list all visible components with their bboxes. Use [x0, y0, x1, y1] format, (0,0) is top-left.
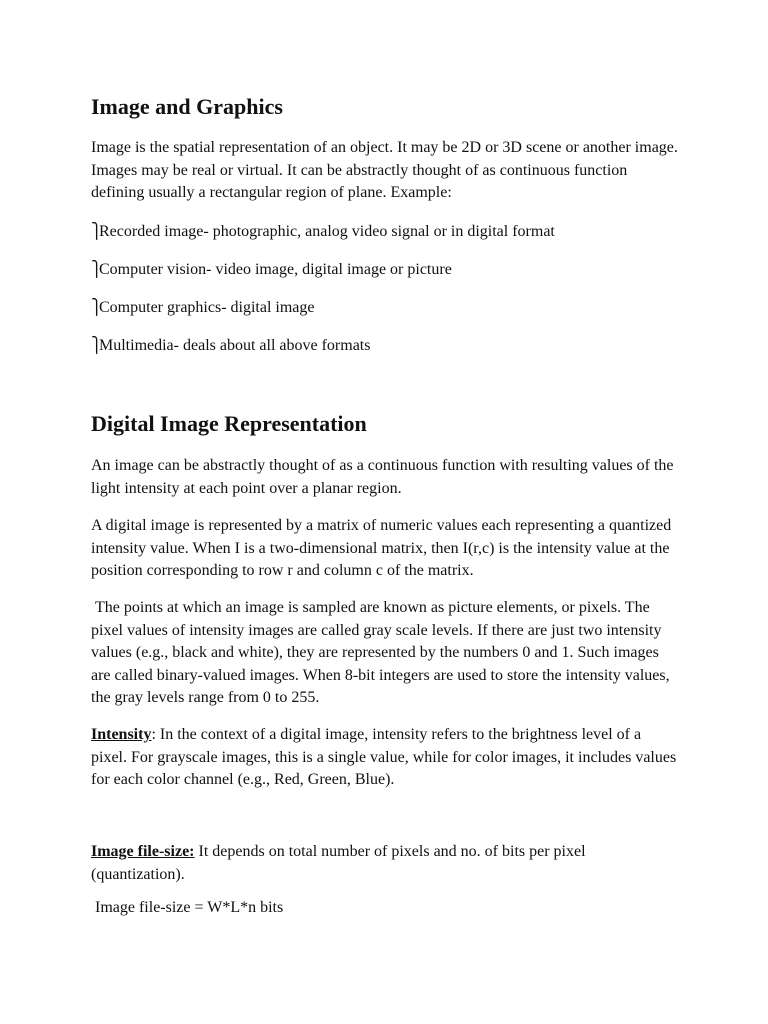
- bullet-text: Computer vision- video image, digital image or picture: [99, 261, 452, 278]
- bullet-item: [91, 220, 555, 243]
- paragraph-matrix: A digital image is represented by a matrix of numeric values each representing a quantized intensity value. When I is a two-dimensional matrix, then I(r,c) is the intensity value at the position corresponding to row r and column c of the matrix.: [91, 517, 672, 580]
- paragraph-file-size: [91, 841, 681, 886]
- file-size-definition: It depends on total number of pixels and no. of bits per pixel (quantization).: [91, 843, 586, 883]
- intro-paragraph: Image is the spatial representation of an object. It may be 2D or 3D scene or another image. Images may be real or virtual. It can be abstractly thought of as continuous function defining usually a rectangular region of plane. Example:: [91, 139, 678, 202]
- bullet-bracket-icon: ⎫: [91, 298, 103, 316]
- bullet-text: Computer graphics- digital image: [99, 299, 315, 316]
- bullet-bracket-icon: ⎫: [91, 336, 103, 354]
- paragraph-continuous-function: An image can be abstractly thought of as a continuous function with resulting values of the light intensity at each point over a planar region.: [91, 457, 674, 497]
- bullet-item: [91, 334, 370, 357]
- file-size-formula: Image file-size = W*L*n bits: [95, 899, 284, 916]
- section-heading-digital-image-representation: Digital Image Representation: [91, 411, 367, 436]
- bullet-bracket-icon: ⎫: [91, 260, 103, 278]
- bullet-bracket-icon: ⎫: [91, 222, 103, 240]
- paragraph-intensity: [91, 724, 681, 792]
- bullet-text: Recorded image- photographic, analog video signal or in digital format: [99, 223, 555, 240]
- intensity-definition: : In the context of a digital image, intensity refers to the brightness level of a pixel. For grayscale images, this is a single value, while for color images, it includes values for each color channel (e.g., Red, Green, Blue).: [91, 726, 677, 789]
- bullet-item: [91, 296, 315, 319]
- file-size-term: Image file-size:: [91, 843, 195, 860]
- section-heading-image-and-graphics: Image and Graphics: [91, 94, 283, 119]
- paragraph-pixels: The points at which an image is sampled are known as picture elements, or pixels. The pixel values of intensity images are called gray scale levels. If there are just two intensity values (e.g., black and white), they are represented by the numbers 0 and 1. Such images are called binary-valued images. When 8-bit integers are used to store the intensity values, the gray levels range from 0 to 255.: [91, 599, 670, 707]
- intensity-term: Intensity: [91, 726, 152, 743]
- bullet-text: Multimedia- deals about all above formats: [99, 337, 371, 354]
- bullet-item: [91, 258, 452, 281]
